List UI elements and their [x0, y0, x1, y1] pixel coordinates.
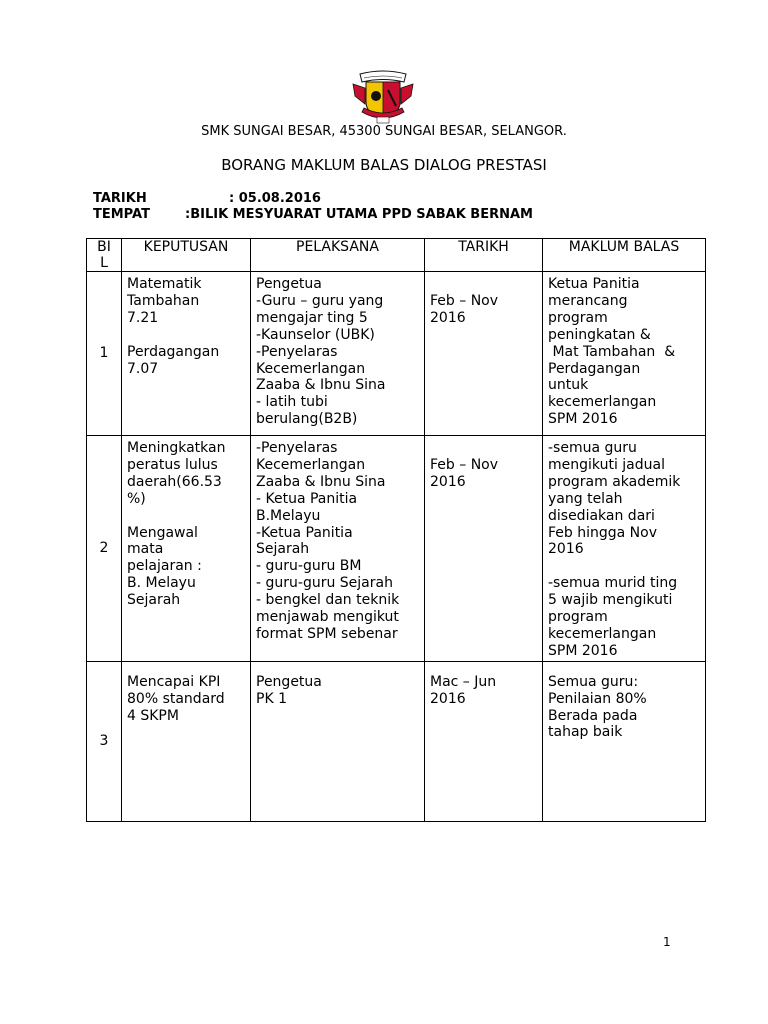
cell-line: Perdagangan [548, 360, 641, 377]
cell-line: 5 wajib mengikuti [548, 592, 673, 609]
cell-line: - guru-guru Sejarah [256, 575, 393, 592]
cell-line: -Penyelaras [256, 440, 338, 456]
cell-line: B.Melayu [256, 507, 321, 524]
cell-line [548, 558, 700, 575]
cell-line: Matematik [127, 276, 202, 292]
cell-maklum-balas [543, 272, 706, 436]
cell-keputusan [122, 272, 251, 436]
cell-line: Mat Tambahan & [548, 343, 676, 360]
school-address: SMK SUNGAI BESAR, 45300 SUNGAI BESAR, SELANGOR. [201, 124, 567, 139]
cell-line: mata [127, 541, 164, 558]
cell-line: Sejarah [127, 592, 181, 609]
feedback-table [86, 238, 706, 822]
table-row [87, 436, 706, 662]
cell-bil: 2 [87, 436, 122, 662]
header-tarikh: TARIKH [425, 239, 543, 272]
tarikh-label: TARIKH [93, 191, 147, 206]
cell-line: -semua murid ting [548, 575, 678, 592]
header-bil: BI L [87, 239, 122, 272]
cell-line: 2016 [430, 309, 466, 326]
cell-line: peratus lulus [127, 456, 218, 473]
cell-line: menjawab mengikut [256, 609, 399, 626]
document-title: BORANG MAKLUM BALAS DIALOG PRESTASI [221, 156, 547, 174]
cell-line: 7.21 [127, 309, 159, 326]
cell-line: tahap baik [548, 724, 623, 741]
cell-line: -Kaunselor (UBK) [256, 326, 375, 343]
cell-line: Mengawal [127, 524, 198, 541]
cell-bil: 3 [87, 661, 122, 821]
cell-line: PK 1 [256, 690, 287, 707]
cell-line: %) [127, 490, 146, 507]
cell-line: B. Melayu [127, 575, 196, 592]
cell-pelaksana [251, 272, 425, 436]
meta-tempat [93, 207, 533, 222]
cell-line: -Guru – guru yang [256, 292, 384, 309]
cell-line: - Ketua Panitia [256, 490, 358, 507]
cell-line: Feb – Nov [430, 292, 499, 309]
cell-line: format SPM sebenar [256, 625, 398, 642]
cell-line: Perdagangan [127, 343, 220, 360]
cell-line: -semua guru [548, 440, 637, 456]
table-row [87, 661, 706, 821]
cell-line: Zaaba & Ibnu Sina [256, 377, 386, 394]
cell-line: Kecemerlangan [256, 456, 366, 473]
cell-line: - latih tubi [256, 394, 328, 411]
meta-tarikh [93, 191, 321, 206]
page-number: 1 [663, 935, 671, 949]
cell-line: kecemerlangan [548, 394, 657, 411]
cell-line: Zaaba & Ibnu Sina [256, 473, 386, 490]
cell-line: 2016 [548, 541, 584, 558]
cell-line: -Ketua Panitia [256, 524, 353, 541]
cell-line: Pengetua [256, 276, 322, 292]
tempat-label: TEMPAT [93, 207, 150, 222]
cell-line: 2016 [430, 690, 466, 707]
cell-line: SPM 2016 [548, 411, 618, 428]
cell-line: Feb hingga Nov [548, 524, 657, 541]
cell-line: Pengetua [256, 673, 322, 690]
cell-line: Penilaian 80% [548, 690, 647, 707]
table-row [87, 272, 706, 436]
cell-line: Tambahan [127, 292, 200, 309]
cell-keputusan [122, 436, 251, 662]
cell-line: daerah(66.53 [127, 473, 222, 490]
cell-line: Semua guru: [548, 673, 639, 690]
cell-tarikh [425, 436, 543, 662]
cell-line: Sejarah [256, 541, 310, 558]
cell-line: Berada pada [548, 707, 638, 724]
cell-line: program [548, 609, 608, 626]
header-maklum-balas: MAKLUM BALAS [543, 239, 706, 272]
cell-line: untuk [548, 377, 589, 394]
cell-line: mengajar ting 5 [256, 309, 368, 326]
cell-tarikh [425, 661, 543, 821]
cell-pelaksana [251, 436, 425, 662]
cell-line: berulang(B2B) [256, 411, 358, 428]
cell-line: -Penyelaras [256, 343, 338, 360]
cell-line: kecemerlangan [548, 625, 657, 642]
tempat-value: :BILIK MESYUARAT UTAMA PPD SABAK BERNAM [185, 207, 533, 222]
school-crest-logo [350, 66, 416, 126]
cell-line: yang telah [548, 490, 623, 507]
cell-line: program akademik [548, 473, 681, 490]
cell-line: Mac – Jun [430, 673, 497, 690]
header-pelaksana: PELAKSANA [251, 239, 425, 272]
cell-line: - bengkel dan teknik [256, 592, 400, 609]
cell-line: - guru-guru BM [256, 558, 362, 575]
cell-pelaksana [251, 661, 425, 821]
tarikh-value: : 05.08.2016 [229, 191, 321, 206]
cell-line: merancang [548, 292, 628, 309]
cell-line: peningkatan & [548, 326, 651, 343]
cell-maklum-balas [543, 661, 706, 821]
cell-line: 4 SKPM [127, 707, 179, 724]
cell-tarikh [425, 272, 543, 436]
cell-line: Feb – Nov [430, 456, 499, 473]
cell-line: program [548, 309, 608, 326]
cell-line: Ketua Panitia [548, 276, 640, 292]
cell-keputusan [122, 661, 251, 821]
cell-line [430, 276, 537, 293]
table-header-row [87, 239, 706, 272]
header-keputusan: KEPUTUSAN [122, 239, 251, 272]
cell-bil: 1 [87, 272, 122, 436]
cell-line: 80% standard [127, 690, 225, 707]
cell-line: SPM 2016 [548, 642, 618, 659]
cell-line: Mencapai KPI [127, 673, 221, 690]
cell-line: 7.07 [127, 360, 159, 377]
cell-line: pelajaran : [127, 558, 202, 575]
cell-line: Meningkatkan [127, 440, 226, 456]
cell-line [127, 327, 245, 344]
cell-line: mengikuti jadual [548, 456, 665, 473]
cell-line [430, 440, 537, 457]
cell-line: Kecemerlangan [256, 360, 366, 377]
cell-maklum-balas [543, 436, 706, 662]
cell-line [127, 508, 245, 525]
cell-line: 2016 [430, 473, 466, 490]
cell-line: disediakan dari [548, 507, 655, 524]
